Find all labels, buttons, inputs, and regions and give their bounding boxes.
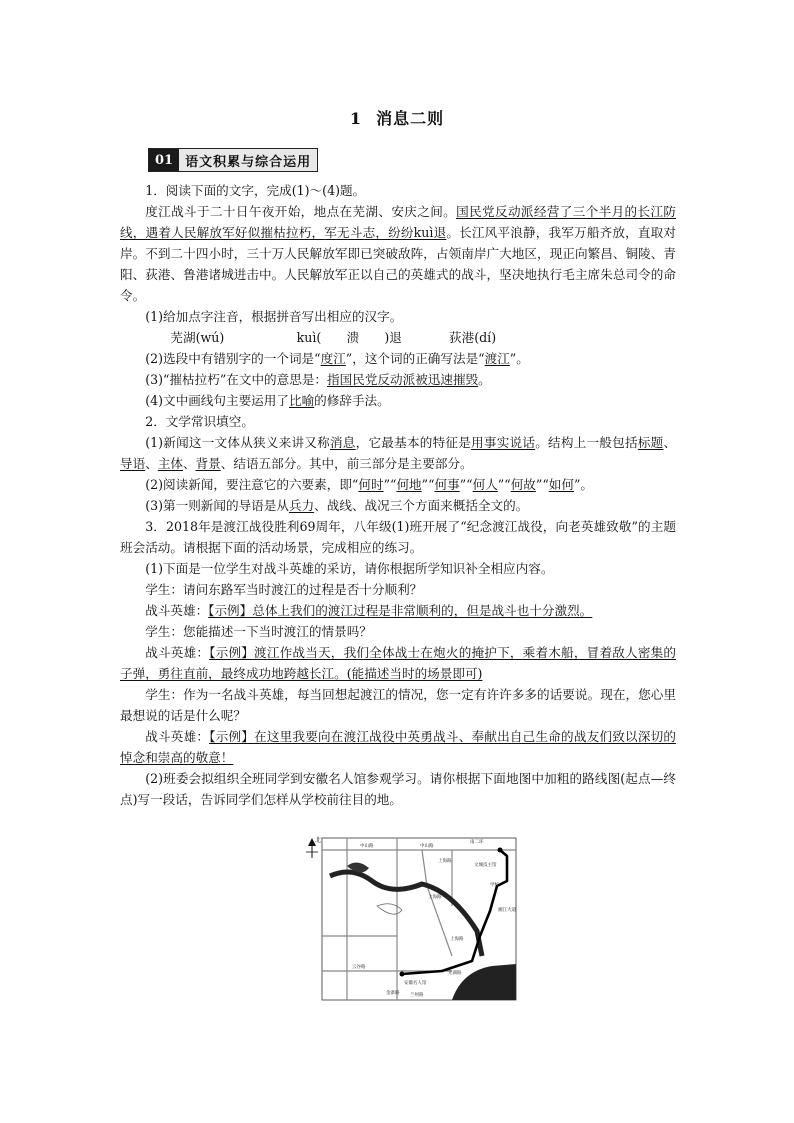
interview-hero-3: 战斗英雄：【示例】在这里我要向在渡江战役中英勇战斗、奉献出自己生命的战友们致以深切的悼念和崇高的敬意！ (120, 729, 677, 765)
q1-pinyin-row: 芜湖(wú) kuì( 溃 )退 荻港(dí) (170, 330, 497, 345)
interview-student-1: 学生：请问东路军当时渡江的过程是否十分顺利？ (145, 582, 423, 597)
exercise-content (120, 180, 676, 810)
map-label-lanzhou: 兰州路 (410, 993, 424, 998)
interview-hero-2: 战斗英雄：【示例】渡江作战当天，我们全体战士在炮火的掩护下，乘着木船，冒着敌人密集的子弹，勇往直前，最终成功地跨越长江。(能描述当时的场景即可) (120, 645, 677, 681)
interview-student-2: 学生：您能描述一下当时渡江的情景吗？ (145, 624, 372, 639)
page-title (0, 106, 794, 129)
map-label-jinzhai: 金寨路 (386, 991, 400, 996)
map-label-zhongshan2: 中山路 (420, 844, 434, 849)
q1-sub4: (4)文中画线句主要运用了比喻的修辞手法。 (145, 393, 390, 408)
q1-sub3: (3)“摧枯拉朽”在文中的意思是：指国民党反动派被迅速摧毁。 (145, 372, 491, 387)
map-label-top-right: 南二环 (470, 840, 484, 845)
map-label-shanghai3: 上海路 (450, 937, 464, 942)
map-label-zhongshan1: 中山路 (360, 844, 374, 849)
q1-sub1: (1)给加点字注音，根据拼音写出相应的汉字。 (145, 309, 403, 324)
q2-sub2: (2)阅读新闻，要注意它的六要素，即“何时”“何地”“何事”“何人”“何故”“如何”。 (145, 477, 593, 492)
route-map-svg (302, 836, 518, 1002)
lesson-number: 1 (349, 109, 363, 128)
map-label-wenhua: 文城技主馆 (474, 863, 497, 868)
route-end-marker (400, 972, 405, 977)
q3-sub2: (2)班委会拟组织全班同学到安徽名人馆参观学习。请你根据下面地图中加粗的路线图(起点—终点)写一段话，告诉同学们怎样从学校前往目的地。 (120, 771, 676, 807)
q2-stem: 2．文学常识填空。 (145, 414, 254, 429)
route-map (302, 836, 518, 1002)
north-arrow (306, 836, 321, 858)
underlined-sentence-2: 军无斗志，纷纷kuì退 (324, 225, 447, 240)
map-label-yuntu: 云谷路 (352, 965, 366, 970)
map-label-shanghai1: 上海路 (438, 859, 452, 864)
map-label-mingrenguan: 安徽名人馆 (404, 981, 427, 986)
interview-hero-1: 战斗英雄：【示例】总体上我们的渡江过程是非常顺利的，但是战斗也十分激烈。 (145, 603, 593, 618)
q1-passage: 度江战斗于二十日午夜开始，地点在芜湖、安庆之间。国民党反动派经营了三个半月的长江防线，遇着人民解放军好似摧枯拉朽，军无斗志，纷纷kuì退。长江风平浪静，我军万船齐放，直取对岸。不到二十四小时，三十万人民解放军即已突破敌阵，占领南岸广大地区，现正向繁昌、铜陵、青阳、荻港、鲁港诸城进击中。人民解放军正以自己的英雄式的战斗，坚决地执行毛主席朱总司令的命令。 (120, 204, 677, 303)
map-label-wuhu: 芜湖路 (448, 971, 462, 976)
section-badge (148, 148, 318, 172)
q2-sub3: (3)第一则新闻的导语是从兵力、战线、战况三个方面来概括全文的。 (145, 498, 529, 513)
north-label: 北 (315, 837, 322, 844)
section-number: 01 (149, 149, 179, 171)
q1-sub2: (2)选段中有错别字的一个词是“度江”，这个词的正确写法是“渡江”。 (145, 351, 529, 366)
q2-sub1: (1)新闻这一文体从狭义来讲又称消息，它最基本的特征是用事实说话。结构上一般包括标题、导语、主体、背景、结语五部分。其中，前三部分是主要部分。 (120, 435, 677, 471)
q3-stem: 3．2018年是渡江战役胜利69周年，八年级(1)班开展了“纪念渡江战役，向老英雄致敬”的主题班会活动。请根据下面的活动场景，完成相应的练习。 (120, 519, 676, 555)
underlined-sentence: 国民党反动派经营了三个半月的长江防线，遇着人民解放军好似摧枯拉朽， (120, 204, 677, 240)
map-label-xiangjiang: 湘江大道 (498, 908, 516, 913)
q1-stem: 1．阅读下面的文字，完成(1)～(4)题。 (145, 183, 366, 198)
map-label-school: 学校 (490, 883, 499, 888)
map-label-shanghai2: 上海路 (428, 895, 442, 900)
section-label: 语文积累与综合运用 (179, 149, 317, 171)
route-start-marker (498, 848, 503, 853)
lesson-title: 消息二则 (376, 109, 445, 128)
q3-sub1: (1)下面是一位学生对战斗英雄的采访，请你根据所学知识补全相应内容。 (145, 561, 554, 576)
interview-student-3: 学生：作为一名战斗英雄，每当回想起渡江的情况，您一定有许许多多的话要说。现在，您心里最想说的话是什么呢？ (120, 687, 676, 723)
